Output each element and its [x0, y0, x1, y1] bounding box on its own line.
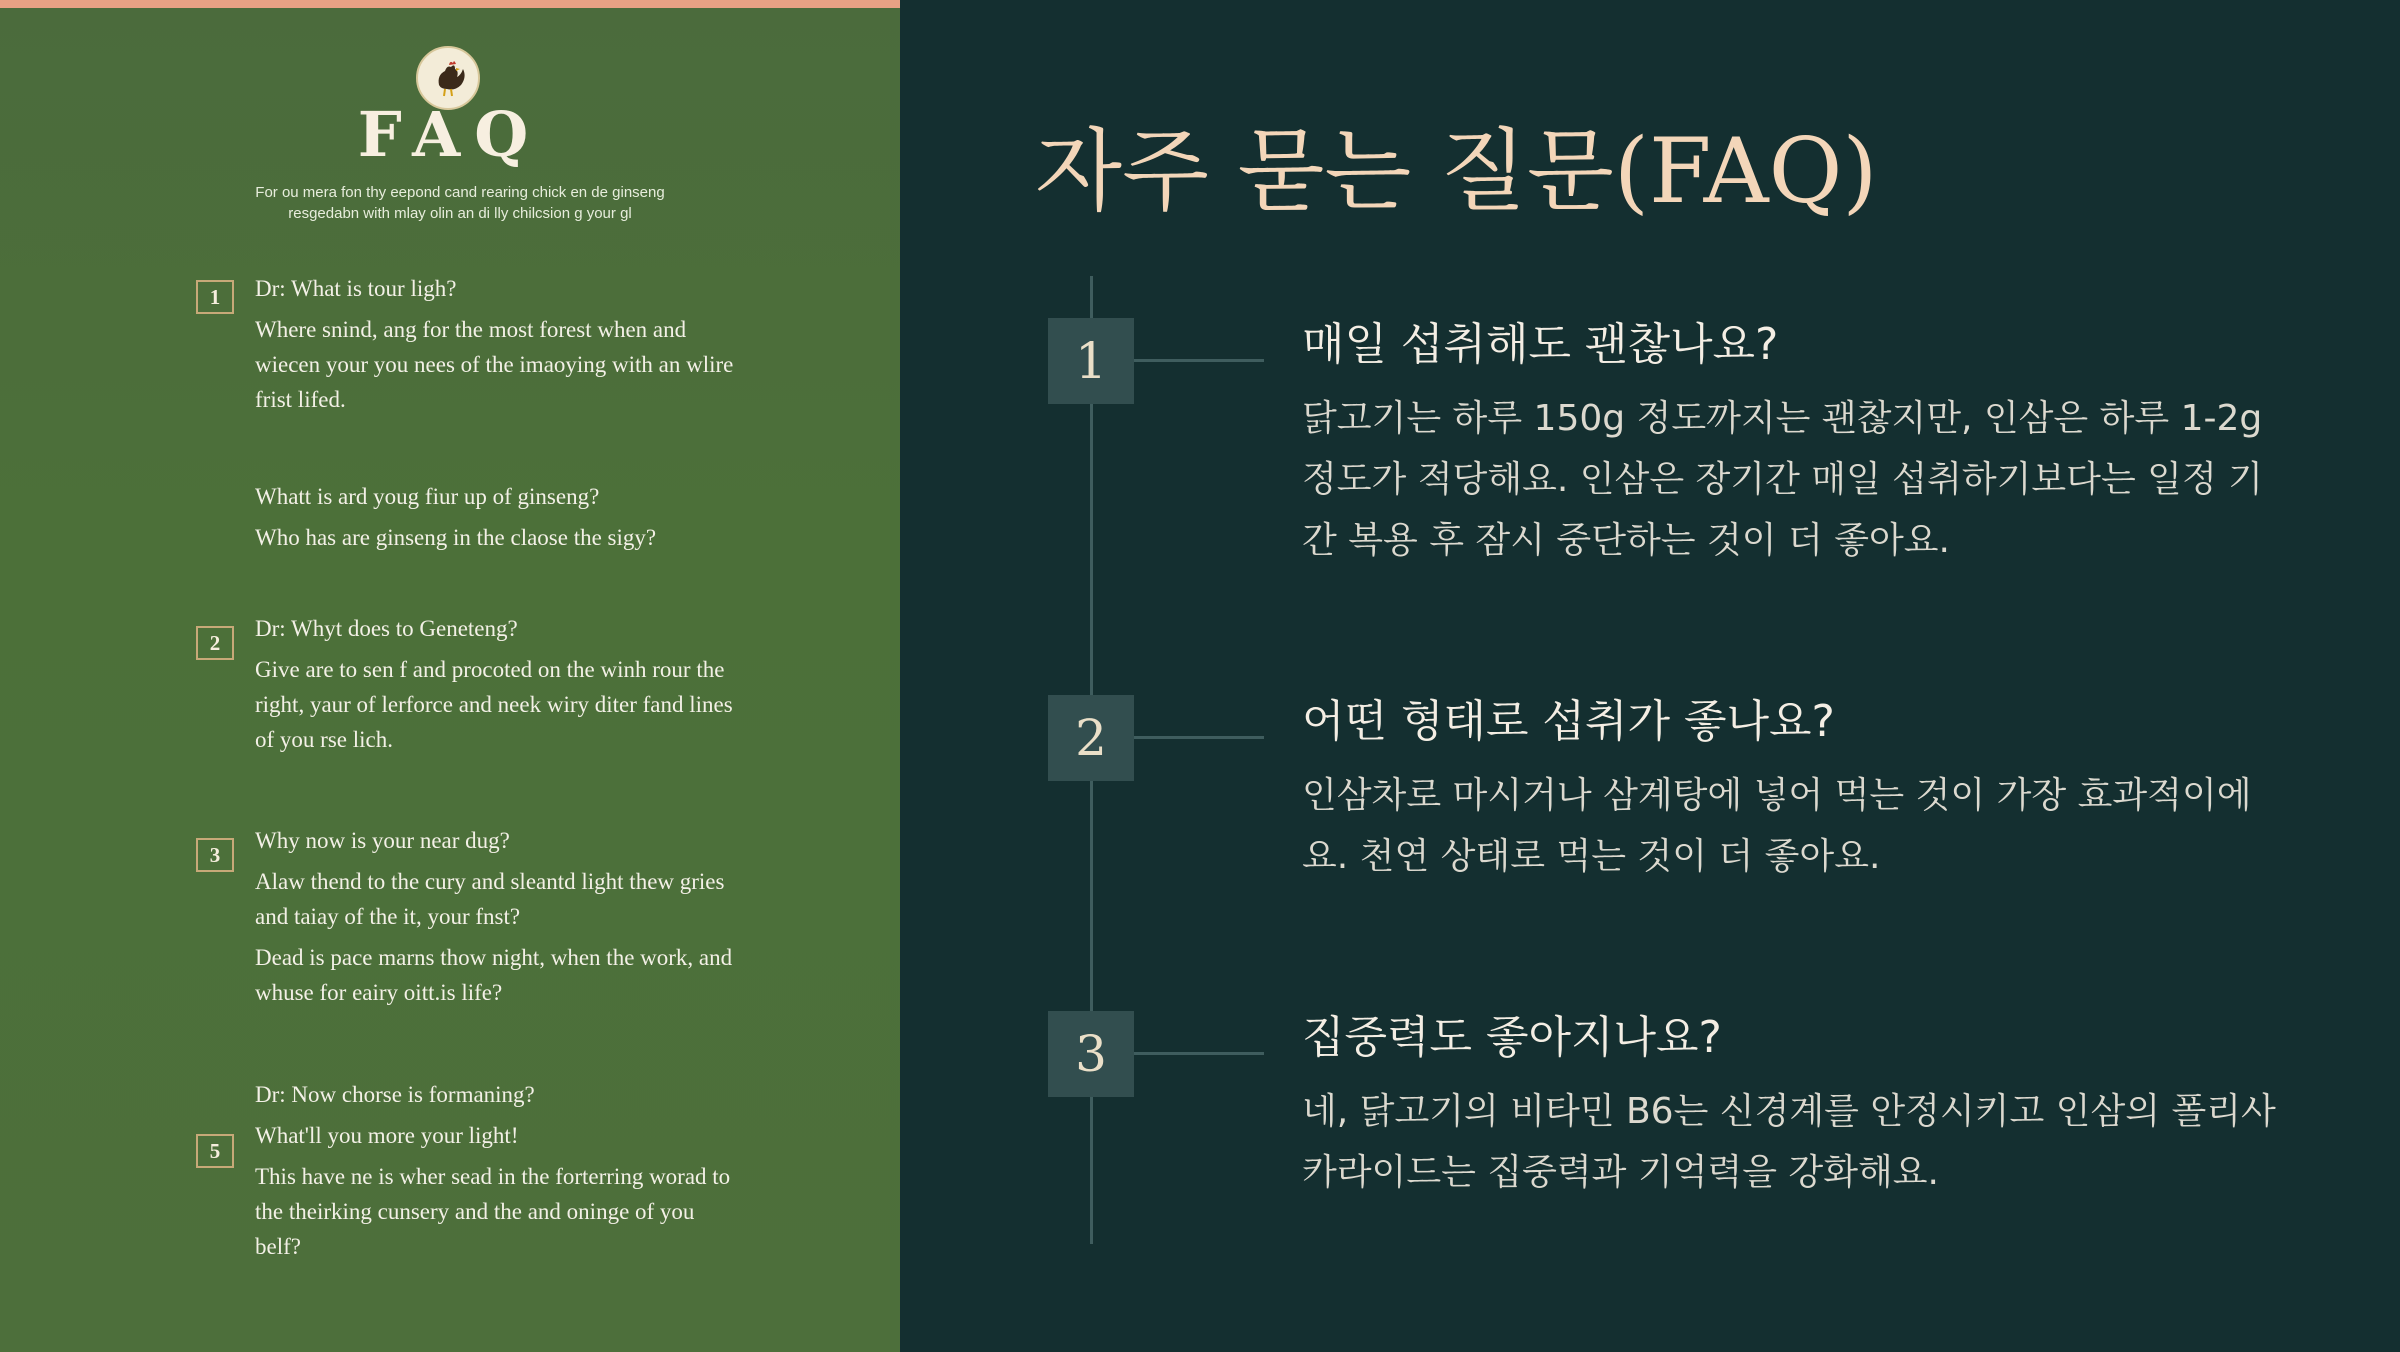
faq-answer: 인삼차로 마시거나 삼계탕에 넣어 먹는 것이 가장 효과적이에요. 천연 상태로 먹는 것이 더 좋아요.	[1302, 775, 2252, 877]
timeline-connector	[1132, 359, 1264, 362]
step-number-box: 2	[1048, 695, 1134, 781]
faq-question: Dr: What is tour ligh?	[255, 276, 457, 301]
step-number-box: 1	[1048, 318, 1134, 404]
faq-item	[255, 826, 735, 1010]
faq-number-badge: 3	[196, 838, 234, 872]
faq-number-badge: 5	[196, 1134, 234, 1168]
faq-subtitle-line: resgedabn with mlay olin an di lly chilcsion g your gl	[288, 205, 632, 222]
faq-answer: Who has are ginseng in the claose the sigy?	[255, 525, 657, 550]
page-title	[1035, 98, 1878, 228]
page-title-english: (FAQ)	[1613, 119, 1878, 224]
faq-answer: Dead is pace marns thow night, when the work, and whuse for eairy oitt.is life?	[255, 945, 733, 1005]
faq-answer: 닭고기는 하루 150g 정도까지는 괜찮지만, 인삼은 하루 1-2g 정도가 적당해요. 인삼은 장기간 매일 섭취하기보다는 일정 기간 복용 후 잠시 중단하는 것이 더 좋아요.	[1302, 398, 2263, 561]
faq-question: 매일 섭취해도 괜찮나요?	[1302, 319, 1779, 370]
faq-question: Dr: Whyt does to Geneteng?	[255, 616, 518, 641]
faq-answer: 네, 닭고기의 비타민 B6는 신경계를 안정시키고 인삼의 폴리사카라이드는 집중력과 기억력을 강화해요.	[1302, 1091, 2276, 1193]
faq-heading: FAQ	[357, 98, 543, 171]
accent-strip	[0, 0, 900, 8]
faq-answer: Alaw thend to the cury and sleantd light thew gries and taiay of the it, your fnst?	[255, 869, 725, 929]
left-panel	[0, 0, 900, 1352]
faq-subtitle	[200, 182, 720, 224]
faq-answer: What'll you more your light!	[255, 1123, 519, 1148]
timeline-connector	[1132, 1052, 1264, 1055]
faq-item	[255, 482, 755, 555]
faq-question: 어떤 형태로 섭취가 좋나요?	[1302, 696, 1835, 747]
page-title-korean: 자주 묻는 질문	[1035, 119, 1614, 224]
faq-question: 집중력도 좋아지나요?	[1302, 1012, 1722, 1063]
faq-subtitle-line: For ou mera fon thy eepond cand rearing chick en de ginseng	[255, 184, 665, 201]
faq-number-badge: 2	[196, 626, 234, 660]
faq-question: Whatt is ard youg fiur up of ginseng?	[255, 484, 600, 509]
faq-question: Dr: Now chorse is formaning?	[255, 1082, 535, 1107]
faq-answer: Where snind, ang for the most forest when and wiecen your you nees of the imaoying with an wlire frist lifed.	[255, 317, 734, 412]
faq-answer: This have ne is wher sead in the forterring worad to the theirking cunsery and the and oninge of you belf?	[255, 1164, 731, 1259]
faq-item	[255, 1080, 745, 1264]
step-number-box: 3	[1048, 1011, 1134, 1097]
faq-item	[255, 274, 735, 417]
faq-item	[255, 614, 735, 757]
faq-number-badge: 1	[196, 280, 234, 314]
faq-question: Why now is your near dug?	[255, 828, 510, 853]
faq-answer: Give are to sen f and procoted on the winh rour the right, yaur of lerforce and neek wiry diter fand lines of you rse lich.	[255, 657, 733, 752]
timeline-connector	[1132, 736, 1264, 739]
